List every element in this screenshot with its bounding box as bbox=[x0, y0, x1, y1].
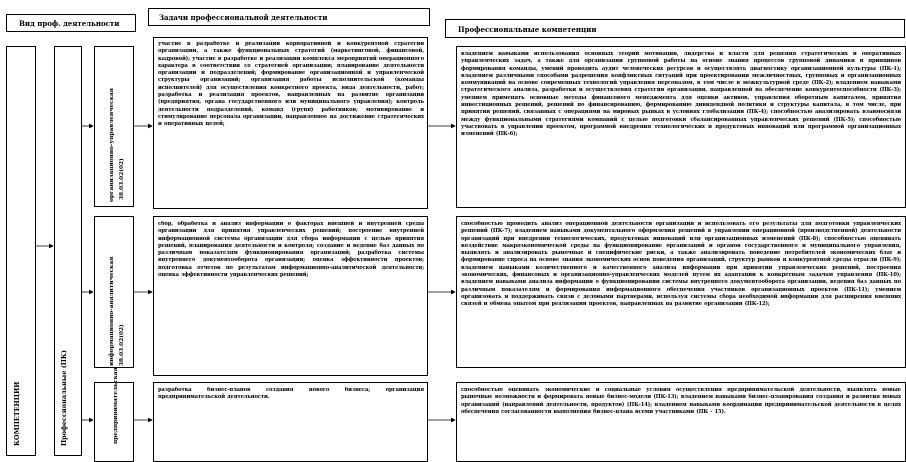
competences-label: КОМПЕТЕНЦИИ bbox=[13, 381, 21, 446]
activity-label-info: информационно-аналитическая bbox=[109, 256, 115, 366]
activity-code-info: 38.03.02(02) bbox=[119, 324, 125, 366]
tasks-text-entrepreneurial: разработка бизнес-планов создания нового бизнеса; организация предпринимательской деятельности. bbox=[158, 387, 424, 401]
activity-label-entrepreneurial: предпринимательская bbox=[113, 367, 119, 444]
competences-text-org: владением навыками использования основных теорий мотивации, лидерства и власти для решения стратегических и оперативных управленческих задач, а также для организации групповой работы на основе знания процессов групповой динамики и принципов формирования команды, умений проводить аудит человеческих ресурсов и осуществлять диагностику организационной культуры (ПК-1); владением различными способами разрешения конфликтных ситуаций при проектировании межличностных, групповых и организационных коммуникаций на основе современных технологий управления персоналом, в том числе в межкультурной среде (ПК-2); владением навыками стратегического анализа, разработки и осуществления стратегии организации, направленной на обеспечение конкурентоспособности (ПК-3); умением применять основные методы финансового менеджмента для оценки активов, управления оборотным капиталом, принятия инвестиционных решений, решений по финансированию, формированию дивидендной политики и структуры капитала, в том числе, при принятии решений, связанных с операциями на мировых рынках в условиях глобализации (ПК-4); способностью анализировать взаимосвязи между функциональными стратегиями компаний с целью подготовки сбалансированных управленческих решений (ПК-5); способностью участвовать в управлении проектом, программой внедрения технологических и продуктовых инноваций или программой организационных изменений (ПК-6); bbox=[461, 51, 901, 138]
header-activity-kind: Вид проф. деятельности bbox=[6, 14, 136, 32]
activity-code-org: 38.03.02(02) bbox=[119, 158, 125, 200]
tasks-box-entrepreneurial bbox=[153, 382, 428, 462]
tasks-text-org: участие в разработке и реализации корпоративной и конкурентной стратегии организации, а также функциональных стратегий (маркетинговой, финансовой, кадровой); участие в разработке и реализации комплекса мероприятий операционного характера в соответствии со стратегией организации; планирование деятельности организации и подразделений; формирование организационной и управленческой структуры организаций; организация работы исполнительской (команды исполнителей) для осуществления конкретного проекта, вида деятельности, работ; разработка и реализация проектов, направленных на развитие организации (предприятия, органа государственного или муниципального управления); контроль деятельности подразделений, команд (групп) работников; мотивирование и стимулирование персонала организации, направленное на достижение стратегических и оперативных целей; bbox=[158, 41, 424, 128]
competences-text-info: способностью проводить анализ операционной деятельности организации и использовать его результаты для подготовки управленческих решений (ПК-7); владением навыками документального оформления решений в управлении операционной (производственной) деятельности организаций при внедрении технологических, продуктовых инноваций или организационных изменений (ПК-8); способностью оценивать воздействие макроэкономической среды на функционирование организаций и органов государственного и муниципального управления, выявлять и анализировать рыночные и специфические риски, а также анализировать поведение потребителей экономических благ и формирование спроса на основе знания экономических основ поведения организаций, структур рынков и конкурентной среды отрасли (ПК-9); владением навыками количественного и качественного анализа информации при принятии управленческих решений, построения экономических, финансовых и организационно-управленческих моделей путем их адаптации к конкретным задачам управления (ПК-10); владением навыками анализа информации о функционировании системы внутреннего документооборота организации, ведения баз данных по различным показателям и формирования информационного обеспечения участников организационных проектов (ПК-11); умением организовать и поддерживать связи с деловыми партнерами, используя системы сбора необходимой информации для расширения внешних связей и обмена опытом при реализации проектов, направленных на развитие организации (ПК-12); bbox=[461, 221, 901, 308]
header-competences: Профессиональные компетенции bbox=[445, 19, 905, 38]
competences-box-entrepreneurial bbox=[456, 382, 906, 462]
activity-label-org: организационно-управленческая bbox=[109, 88, 115, 202]
tasks-text-info: сбор, обработка и анализ информации о факторах внешней и внутренней среды организации для принятия управленческих решений; построение внутренней информационной системы организации для сбора информации с целью принятия решений, планирования деятельности и контроля; создание и ведение баз данных по различным показателям функционирования организаций; разработка системы внутреннего документооборота организации; оценка эффективности проектов; подготовка отчетов по результатам информационно-аналитической деятельности; оценка эффективности управленческих решений; bbox=[158, 221, 424, 279]
competences-box-org bbox=[456, 46, 906, 208]
professional-label: Профессиональные (ПК) bbox=[60, 350, 68, 446]
competences-box-info bbox=[456, 216, 906, 368]
tasks-box-org bbox=[153, 37, 428, 209]
competences-text-entrepreneurial: способностью оценивать экономические и социальные условия осуществления предпринимательской деятельности, выявлять новые рыночные возможности и формировать новые бизнес-модели (ПК-13); владением навыками бизнес-планирования создания и развития новых организаций (направлений деятельности, продуктов) (ПК-14); владением навыками координации предпринимательской деятельности в целях обеспечения согласованности выполнения бизнес-плана всеми участниками (ПК - 15). bbox=[461, 387, 901, 415]
tasks-box-info bbox=[153, 216, 428, 376]
professional-box bbox=[54, 46, 82, 456]
header-tasks: Задачи профессиональной деятельности bbox=[148, 8, 430, 26]
competences-box bbox=[6, 46, 36, 456]
